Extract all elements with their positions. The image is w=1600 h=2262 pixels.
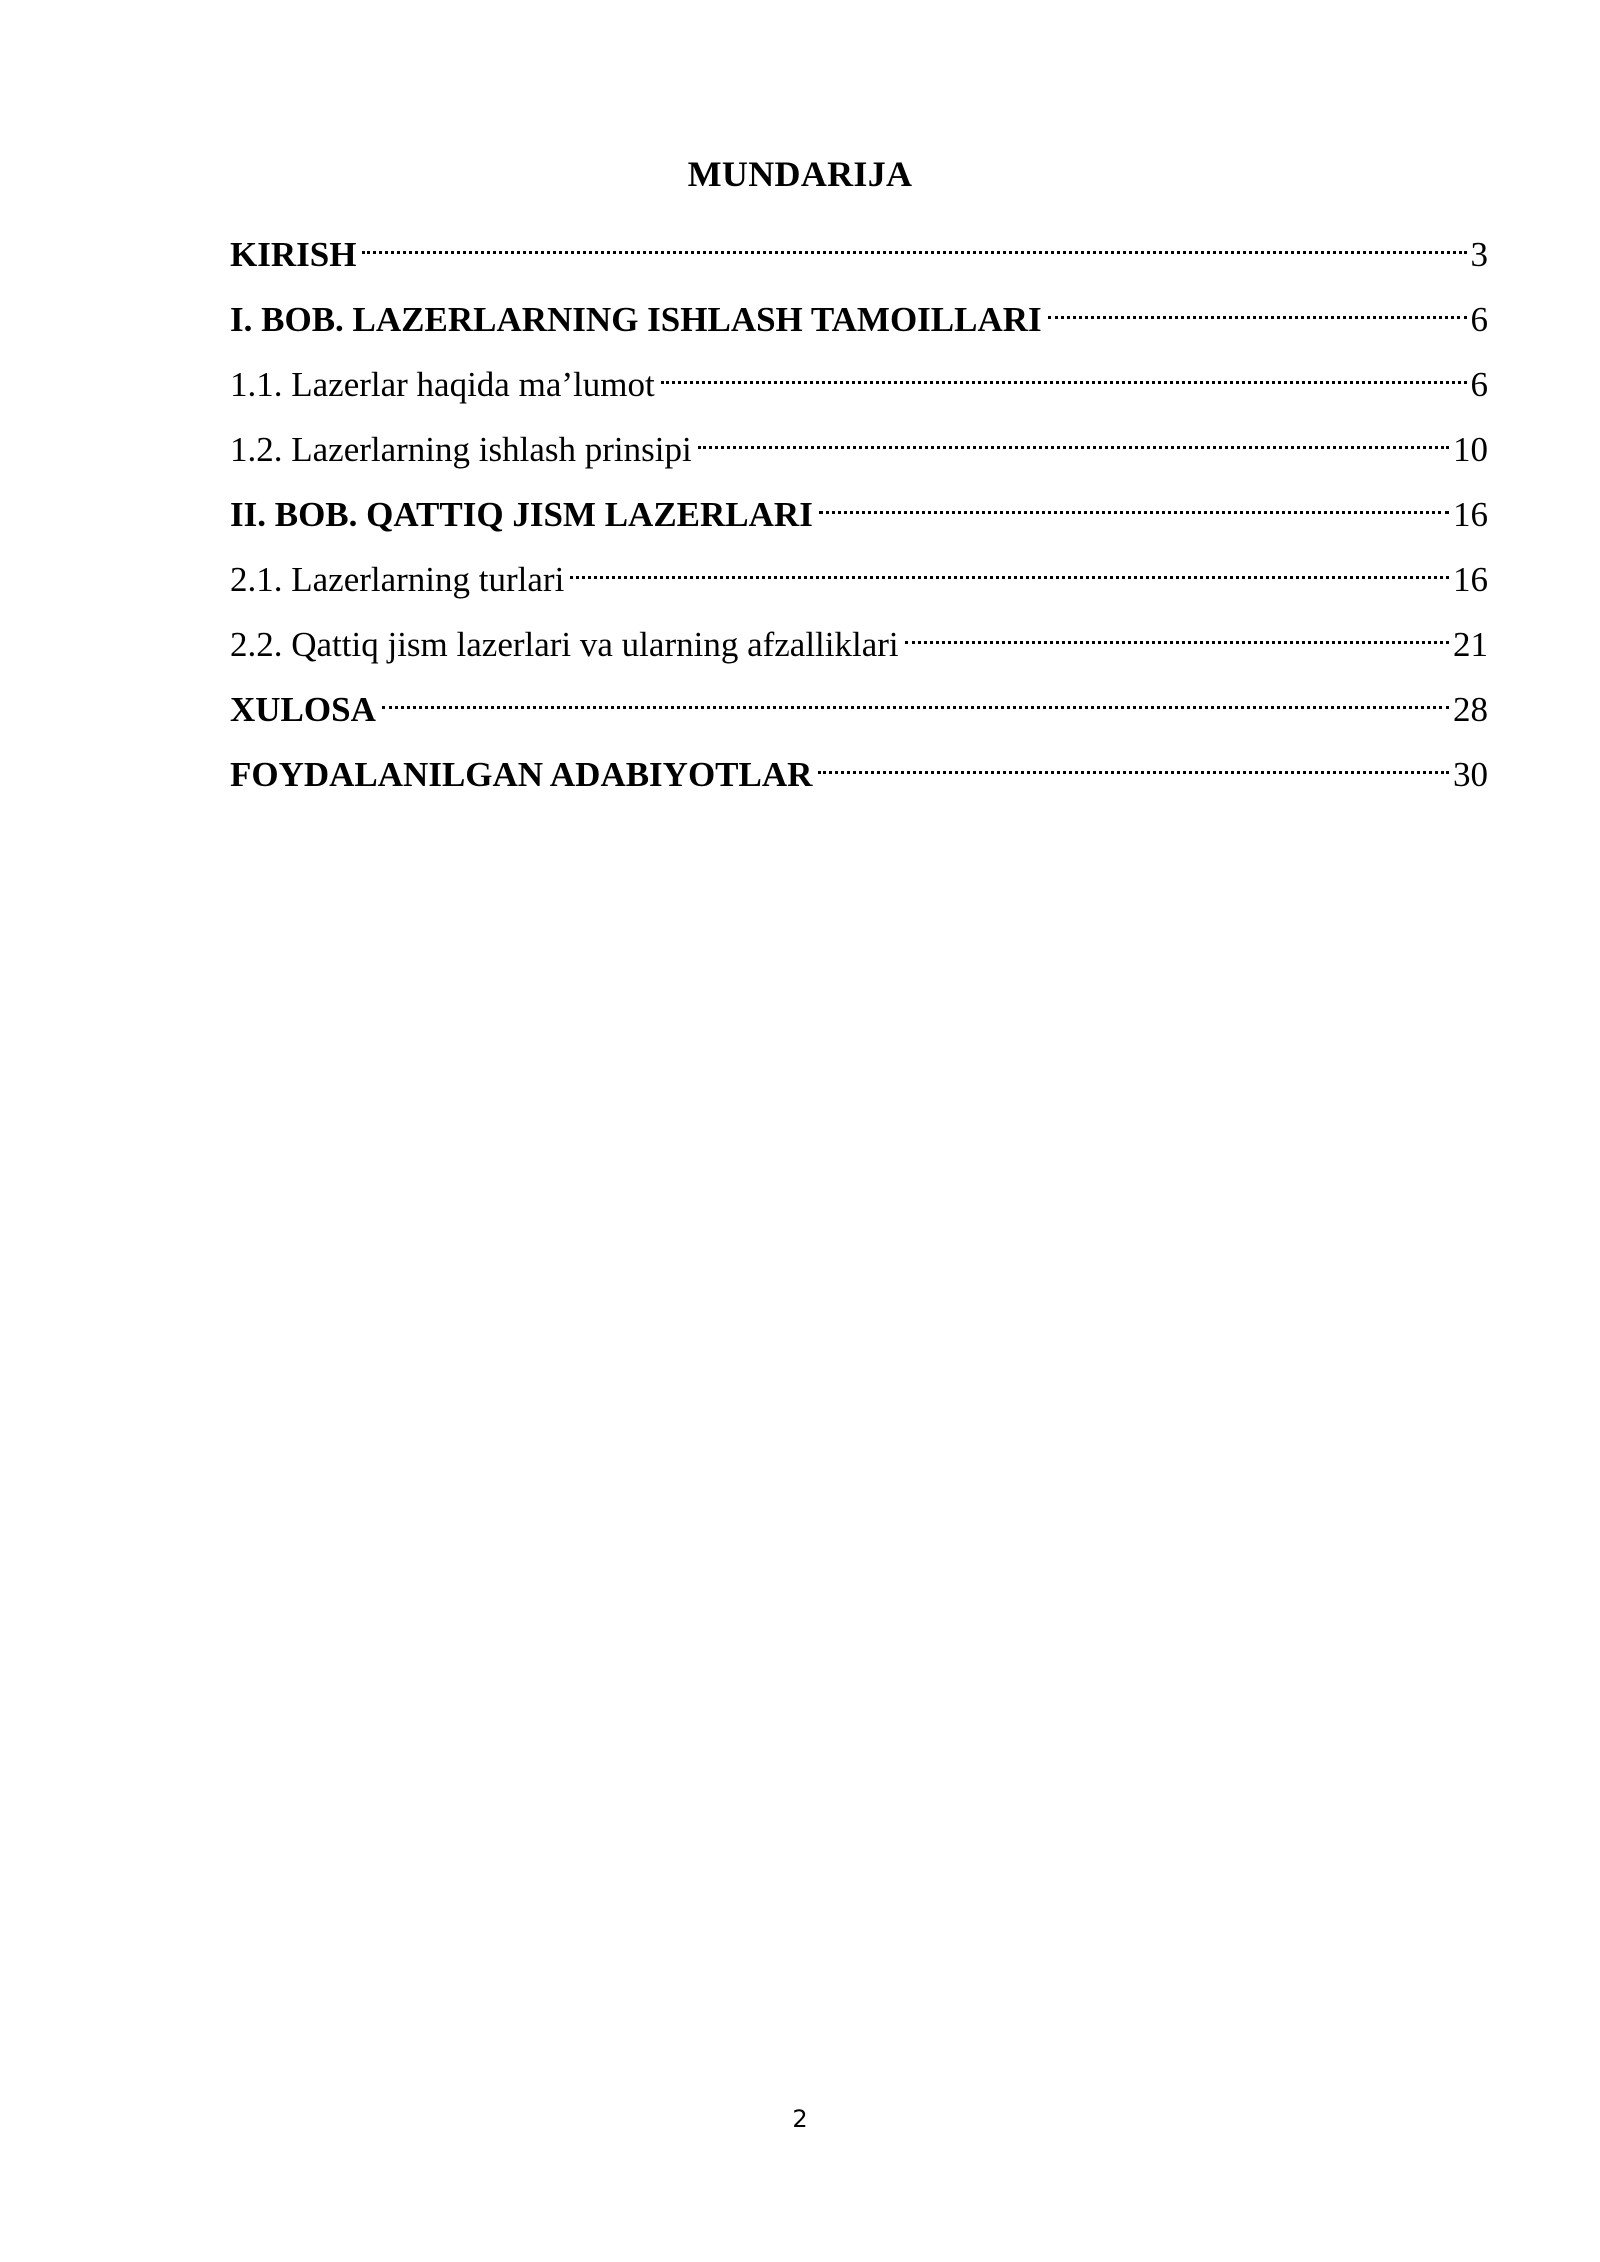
toc-entry-page: 3 [1470,235,1488,274]
toc-dot-leader [818,736,1449,786]
toc-entry-page: 6 [1470,300,1488,339]
toc-dot-leader [362,216,1466,266]
page-number: 2 [792,2105,808,2133]
toc-dot-leader [661,346,1467,396]
toc-entry-label: 1.2. Lazerlarning ishlash prinsipi [230,430,692,469]
toc-dot-leader [819,476,1449,526]
toc-entry-label: KIRISH [230,235,357,274]
toc-entry-section-2-1[interactable] [230,541,1488,606]
toc-entry-label: XULOSA [230,690,376,729]
toc-entry-page: 28 [1453,690,1488,729]
toc-entry-section-2-2[interactable] [230,606,1488,671]
toc-dot-leader [1048,281,1467,331]
toc-entry-kirish[interactable] [230,216,1488,281]
toc-entry-label: II. BOB. QATTIQ JISM LAZERLARI [230,495,813,534]
toc-dot-leader [382,671,1449,721]
toc-entry-label: FOYDALANILGAN ADABIYOTLAR [230,755,813,794]
toc-entry-page: 21 [1453,625,1488,664]
toc-entry-page: 16 [1453,495,1488,534]
toc-entry-page: 6 [1470,365,1488,404]
toc-heading: MUNDARIJA [687,154,913,194]
toc-entry-label: 1.1. Lazerlar haqida ma’lumot [230,365,655,404]
toc-entry-adabiyotlar[interactable] [230,736,1488,801]
toc-dot-leader [570,541,1449,591]
toc-dot-leader [698,411,1449,461]
toc-entry-label: 2.1. Lazerlarning turlari [230,560,565,599]
toc-entry-section-1-1[interactable] [230,346,1488,411]
toc-entry-chapter-2[interactable] [230,476,1488,541]
toc-entry-label: 2.2. Qattiq jism lazerlari va ularning afzalliklari [230,625,899,664]
toc-entry-page: 30 [1453,755,1488,794]
toc-entry-chapter-1[interactable] [230,281,1488,346]
toc-entry-page: 16 [1453,560,1488,599]
table-of-contents [230,216,1488,801]
toc-entry-section-1-2[interactable] [230,411,1488,476]
toc-entry-label: I. BOB. LAZERLARNING ISHLASH TAMOILLARI [230,300,1042,339]
toc-dot-leader [905,606,1449,656]
toc-entry-xulosa[interactable] [230,671,1488,736]
toc-entry-page: 10 [1453,430,1488,469]
